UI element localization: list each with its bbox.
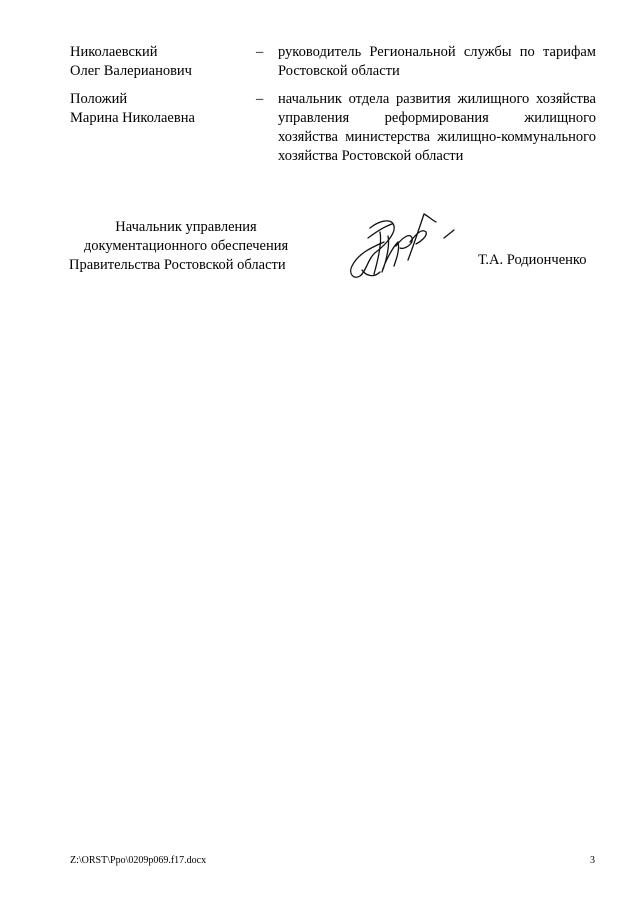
signatory-title-line-1: Начальник управления bbox=[115, 219, 257, 235]
member-dash: – bbox=[256, 91, 264, 107]
member-name bbox=[70, 43, 250, 81]
member-entry bbox=[70, 43, 596, 83]
footer-page-number: 3 bbox=[590, 855, 595, 866]
member-dash: – bbox=[256, 44, 264, 60]
member-role: руководитель Региональной службы по тарифам Ростовской области bbox=[278, 44, 596, 79]
member-name bbox=[70, 90, 250, 128]
member-given-names: Марина Николаевна bbox=[70, 110, 195, 126]
member-surname: Николаевский bbox=[70, 44, 158, 60]
signer-name: Т.А. Родионченко bbox=[478, 252, 587, 268]
signatory-title-line-3: Правительства Ростовской области bbox=[69, 257, 286, 273]
member-role: начальник отдела развития жилищного хозяйства управления реформирования жилищного хозяйства министерства жилищно-коммунального хозяйства Ростовской области bbox=[278, 91, 596, 164]
signatory-title bbox=[70, 218, 302, 275]
signatory-title-line-2: документационного обеспечения bbox=[83, 238, 289, 254]
handwritten-signature bbox=[340, 202, 460, 292]
footer-file-path: Z:\ORST\Ppo\0209p069.f17.docx bbox=[70, 855, 207, 866]
member-entry bbox=[70, 90, 596, 170]
member-surname: Положий bbox=[70, 91, 128, 107]
member-given-names: Олег Валерианович bbox=[70, 63, 192, 79]
